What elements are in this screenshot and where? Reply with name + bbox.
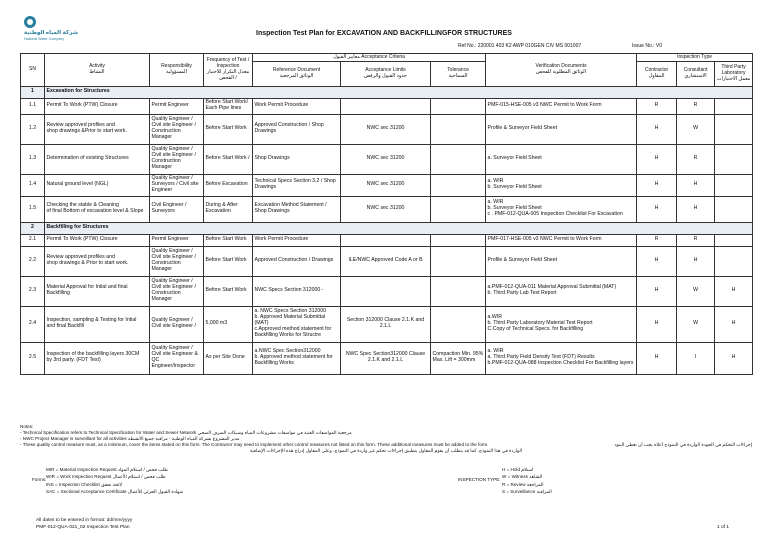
row-reference: Work Permit Procedure [253,98,341,114]
row-sn: 2.3 [21,276,45,306]
row-verification: PMF-015-HSE-005 v3 NWC Permit to Work Form [486,98,637,114]
row-acceptance-limits [341,98,431,114]
row-activity: Review approved profiles and shop drawings &Prior to start work. [45,114,150,144]
row-responsibility: Quality Engineer / Civil site Engineer / Construction Manager [150,144,204,174]
form-item: SAC = Sectional Acceptance Certificate شهادة القبول الجزئي للأعمال [46,489,184,495]
row-frequency: Before Start Work / [204,144,253,174]
row-tolerance [431,246,486,276]
section-title: Excavation for Structures [45,86,753,98]
row-tolerance [431,234,486,246]
row-tolerance: Compaction Min. 95% Max. Lift = 300mm [431,342,486,374]
row-third-party: H [715,342,753,374]
col-tolerance: Tolerance السماحية [431,61,486,86]
reference-number: Ref No.: 220001 403 K2 AWP 010GEN CIV MS 001007 [458,43,582,49]
row-activity: Permit To Work (PTW) Closure [45,98,150,114]
row-acceptance-limits [341,234,431,246]
row-verification: Profile & Surveyor Field Sheet [486,246,637,276]
row-sn: 2.1 [21,234,45,246]
company-name-ar: شركة المياه الوطنية [24,30,79,36]
row-consultant: H [677,246,715,276]
table-row [21,98,753,114]
row-verification: a. WIR b. Surveyor Field Sheet c . PMF-012-QUA-005 Inspection Checklist For Excavation [486,196,637,222]
footer [36,518,132,531]
row-acceptance-limits: NWC sec 31200 [341,196,431,222]
col-responsibility: Responsibility المسؤولية [150,54,204,87]
table-row [21,276,753,306]
table-row [21,234,753,246]
row-reference: Technical Specs Section 3.2 / Shop Drawings [253,174,341,196]
col-acceptance-limits: Acceptance Limits حدود القبول والرفض [341,61,431,86]
row-reference: NWC Specs Section 312000 - [253,276,341,306]
row-responsibility: Civil Engineer / Surveyors [150,196,204,222]
row-sn: 1.5 [21,196,45,222]
table-row [21,306,753,342]
note-3-ar: إجراءات التحكم في الجودة الواردة في النموذج أعلاه يجب أن تغطي البنود [614,441,752,447]
row-sn: 2.4 [21,306,45,342]
row-activity: Material Approval for Intial and final Backfilling [45,276,150,306]
row-responsibility: Quality Engineer / Civil site Engineer & QC Engineer/Inspector [150,342,204,374]
row-consultant: R [677,98,715,114]
row-acceptance-limits: NWC sec 31200 [341,144,431,174]
col-inspection-type: Inspection Type [637,54,753,62]
col-reference-document: Reference Document الوثائق المرجعية [253,61,341,86]
row-activity: Inspection of the backfilling layers 30CM by 3rd party. (FDT Test) [45,342,150,374]
row-responsibility: Permit Engineer [150,234,204,246]
row-verification: a.PMF-012-QUA-011 Material Approval Submittal (MAT) b. Third Party Lab Test Report [486,276,637,306]
row-contractor: H [637,174,677,196]
row-activity: Natural ground level (NGL) [45,174,150,196]
row-frequency: 5,000 m3 [204,306,253,342]
page-number: 1 of 1 [717,525,730,530]
row-reference: Approved Construction / Drawings [253,246,341,276]
table-row [21,114,753,144]
section-number: 2 [21,222,45,234]
row-responsibility: Quality Engineer / Civil site Engineer / Construction Manager [150,276,204,306]
row-activity: Checking the stable & Cleaning of final Bottom of excavation level & Slope [45,196,150,222]
row-reference: Shop Drawings [253,144,341,174]
row-reference: a.NWC Spec Section312000 b. Approved method statement for Backfilling Works [253,342,341,374]
row-activity: Inspection, sampling & Testing for Intial and final Backfill [45,306,150,342]
table-row [21,246,753,276]
col-activity: Activity النشاط [45,54,150,87]
inspection-type-list [502,466,552,495]
row-third-party: H [715,306,753,342]
note-2-en: - NWC Project Manager is surveillant for all activities [20,435,127,441]
row-consultant: I [677,342,715,374]
row-contractor: H [637,196,677,222]
row-tolerance [431,306,486,342]
logo-icon [24,16,36,28]
row-tolerance [431,196,486,222]
inspection-type-item: H = Hold استلام [502,467,534,472]
document-title: Inspection Test Plan for EXCAVATION AND BACKFILLINGFOR STRUCTURES [256,30,512,37]
row-third-party [715,246,753,276]
row-consultant: W [677,114,715,144]
row-frequency: Before Start Work/ Each Pipe lines [204,98,253,114]
row-acceptance-limits: ILE/NWC Approved Code A or B [341,246,431,276]
note-1-en: - Technical Specification refers to Technical Specification for Water and Sewer Network [20,429,197,435]
row-tolerance [431,144,486,174]
table-row [21,144,753,174]
row-responsibility: Quality Engineer / Civil site Engineer / Construction Manager [150,114,204,144]
row-contractor: H [637,276,677,306]
table-row [21,342,753,374]
row-verification: PMF-017-HSE-005 v3 NWC Permit to Work Form [486,234,637,246]
notes-label: Notes: [20,424,34,429]
forms-label: Forms: [32,477,47,482]
company-name-en: National Water Company [24,37,65,41]
row-third-party [715,144,753,174]
row-tolerance [431,276,486,306]
inspection-test-plan-table [20,53,753,375]
row-responsibility: Quality Engineer / Civil site Engineer / Construction Manager [150,246,204,276]
row-frequency: Before Start Work [204,234,253,246]
row-third-party [715,196,753,222]
col-acceptance-criteria: معايير القبول Acceptance Criteria [253,54,486,62]
row-responsibility: Quality Engineer / Civil site Engineer / [150,306,204,342]
inspection-type-item: W = Witness الشاهد [502,474,543,480]
row-reference: a. NWC Specs Section 312000 b. Approved Material Submittal (MAT) c.Approved method statement for Backfilling Works for Structre [253,306,341,342]
row-reference: Approved Construction / Shop Drawings [253,114,341,144]
row-activity: Permit To Work (PTW) Closure [45,234,150,246]
row-verification: a.WIR b. Third Party Laboratory Material Test Report C.Copy of Technical Specs. for Backfilling [486,306,637,342]
row-consultant: W [677,276,715,306]
section-header [21,86,753,98]
issue-number: Issue No.: V0 [632,43,663,49]
row-activity: Review approved profiles and shop drawings & Prior to start work. [45,246,150,276]
note-4-ar: الواردة في هذا النموذج. كما قد يتطلب أن يقوم المقاول بتطبيق إجراءات تحكم غير واردة في النموذج، وعلى المقاول إدراج هذه الإجراءات الإضافية [249,447,523,453]
row-sn: 1.2 [21,114,45,144]
row-acceptance-limits: Section 312000 Clause 2.1.K and 2.1.L [341,306,431,342]
row-frequency: Before Start Work [204,114,253,144]
row-acceptance-limits: NWC sec 31200 [341,174,431,196]
row-acceptance-limits [341,276,431,306]
footer-date-format: All dates to be entered in format: dd/mm/yyyy [36,518,133,523]
row-responsibility: Permit Engineer [150,98,204,114]
section-number: 1 [21,86,45,98]
table-row [21,174,753,196]
row-frequency: Before Start Work [204,246,253,276]
row-consultant: R [677,144,715,174]
section-header [21,222,753,234]
row-frequency: As per Site Done [204,342,253,374]
row-tolerance [431,174,486,196]
row-third-party [715,114,753,144]
note-1-ar: مرجعية المواصفات الفنية في مواصفات مشروعات المياه وشبكات الصرف الصحي [197,429,352,435]
section-title: Backfilling for Structures [45,222,753,234]
inspection-type-label: INSPECTION TYPE: [458,477,501,482]
form-item: WIR = Work Inspection Request طلب فحص / استلام الأعمال [46,474,166,480]
row-verification: a. WIR a. Third Party Field Density Test (FDT) Results b.PMF-012-QUA-088 Inspection Checklist For Backfilling layers [486,342,637,374]
row-contractor: R [637,234,677,246]
row-third-party [715,234,753,246]
row-consultant: H [677,196,715,222]
inspection-type-item: R = Review المراجعة [502,481,544,487]
row-sn: 1.4 [21,174,45,196]
notes-block [20,424,752,454]
row-sn: 1.3 [21,144,45,174]
row-contractor: H [637,246,677,276]
row-responsibility: Quality Engineer / Surveyors / Civil site Engineer [150,174,204,196]
row-third-party [715,98,753,114]
col-sn: SN [21,54,45,87]
row-contractor: R [637,98,677,114]
note-3-en: - These quality control measure must, as a minimum, cover the items stated on this form. The Contractor may need to implement other control measures not listed on this form. These additional measures must be added to the form. [20,441,489,447]
col-consultant: Consultant الاستشاري [677,61,715,86]
note-2-ar: مدير المشروع بشركة المياه الوطنية - مراقبة جميع الأنشطة [128,435,240,441]
row-sn: 1.1 [21,98,45,114]
form-item: MIR = Material Inspection Request طلب فحص / استلام المواد [46,467,168,472]
row-consultant: R [677,234,715,246]
row-frequency: Before Start Work [204,276,253,306]
row-verification: a. Surveyor Field Sheet [486,144,637,174]
row-consultant: H [677,174,715,196]
note-line-4 [20,448,752,454]
forms-list [46,466,183,495]
col-contractor: Contractor المقاول [637,61,677,86]
row-verification: a. WIR b. Surveyor Field Sheet [486,174,637,196]
row-activity: Determination of existing Structures [45,144,150,174]
row-contractor: H [637,144,677,174]
note-line-3 [20,442,752,448]
row-acceptance-limits: NWC Spec Section312000 Clause 2.1.K and 2.1.L [341,342,431,374]
inspection-type-item: S = Surveillance المراقبة [502,489,552,495]
row-reference: Work Permit Procedure [253,234,341,246]
row-third-party [715,174,753,196]
col-third-party: Third Party Laboratory معمل الاختبارات [715,61,753,86]
row-tolerance [431,114,486,144]
row-acceptance-limits: NWC sec 31200 [341,114,431,144]
row-sn: 2.2 [21,246,45,276]
row-contractor: H [637,114,677,144]
row-frequency: Before Excavation [204,174,253,196]
row-reference: Excavation Method Statement / Shop Drawings [253,196,341,222]
row-verification: Profile & Surveyor Field Sheet [486,114,637,144]
row-third-party: H [715,276,753,306]
row-frequency: During & After Excavation [204,196,253,222]
row-sn: 2.5 [21,342,45,374]
col-frequency: Frequency of Test / Inspection معدل التكرار للاختبار / الفحص [204,54,253,87]
row-tolerance [431,98,486,114]
form-item: INS = Inspection Checklist لائحة تحقق [46,481,123,487]
table-row [21,196,753,222]
row-contractor: H [637,306,677,342]
row-consultant: W [677,306,715,342]
itp-body [21,86,753,374]
row-contractor: H [637,342,677,374]
col-verification: Verification Documents الوثائق المطلوبة للفحص [486,54,637,87]
footer-form-code: PMF-012-QUA-021_02 Inspection Test Plan [36,524,130,530]
